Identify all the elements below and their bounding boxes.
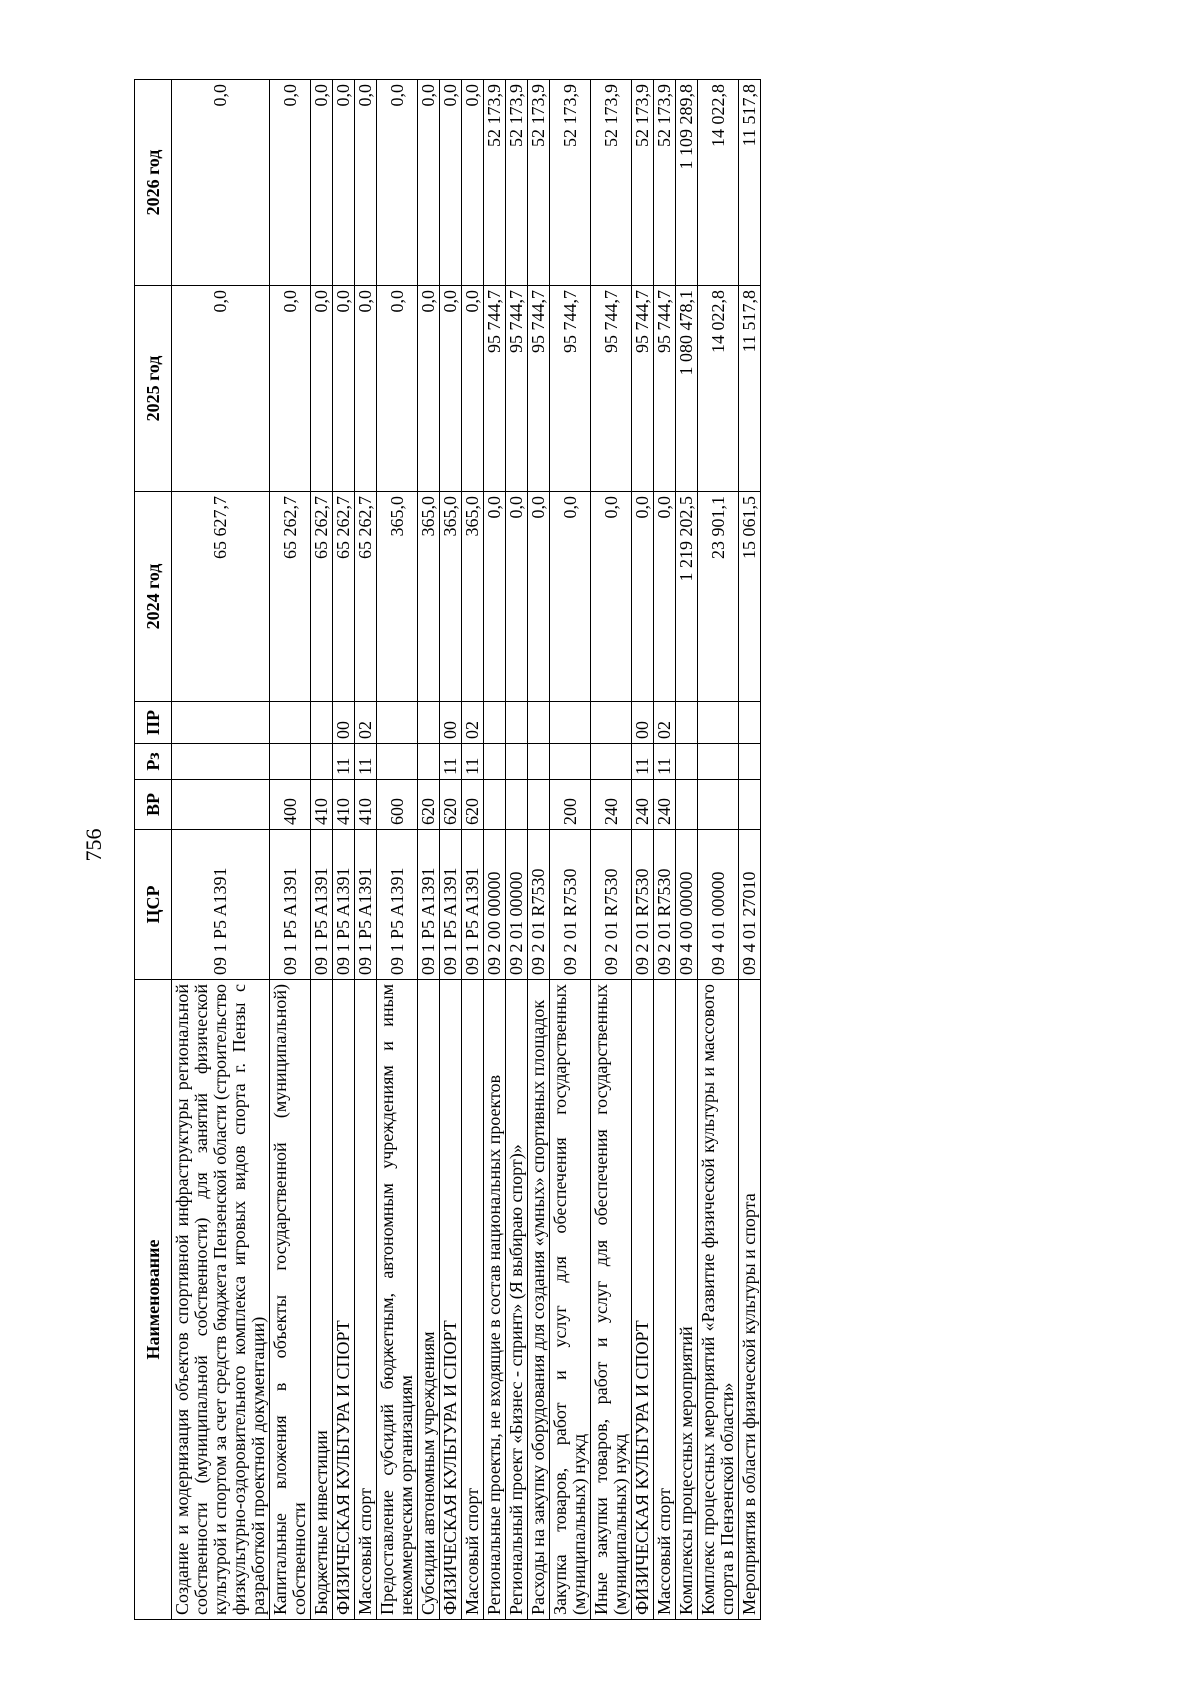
csr-cell: 09 2 01 R7530 xyxy=(528,830,550,980)
csr-cell: 09 1 P5 A1391 xyxy=(311,830,333,980)
vr-cell xyxy=(484,780,506,830)
table-row xyxy=(591,80,632,1620)
year-2026-cell: 1 109 289,8 xyxy=(676,80,698,286)
year-2024-cell: 23 901,1 xyxy=(698,492,739,702)
csr-cell: 09 1 P5 A1391 xyxy=(462,830,484,980)
table-row xyxy=(506,80,528,1620)
name-cell: Региональный проект «Бизнес - спринт» (Я выбираю спорт)» xyxy=(506,980,528,1620)
header-pr: ПР xyxy=(135,702,172,744)
vr-cell xyxy=(172,780,270,830)
year-2026-cell: 52 173,9 xyxy=(654,80,676,286)
table-row xyxy=(355,80,377,1620)
pr-cell xyxy=(418,702,440,744)
year-2024-cell: 0,0 xyxy=(591,492,632,702)
rz-cell xyxy=(676,744,698,780)
year-2025-cell: 0,0 xyxy=(377,286,418,492)
year-2024-cell: 0,0 xyxy=(506,492,528,702)
budget-table xyxy=(134,79,761,1620)
name-cell: Комплексы процессных мероприятий xyxy=(676,980,698,1620)
year-2026-cell: 0,0 xyxy=(440,80,462,286)
name-cell: Субсидии автономным учреждениям xyxy=(418,980,440,1620)
year-2024-cell: 1 219 202,5 xyxy=(676,492,698,702)
year-2026-cell: 52 173,9 xyxy=(632,80,654,286)
name-cell: Расходы на закупку оборудования для создания «умных» спортивных площадок xyxy=(528,980,550,1620)
year-2024-cell: 365,0 xyxy=(377,492,418,702)
year-2024-cell: 65 262,7 xyxy=(311,492,333,702)
rz-cell xyxy=(377,744,418,780)
csr-cell: 09 4 01 27010 xyxy=(739,830,761,980)
year-2024-cell: 65 262,7 xyxy=(333,492,355,702)
pr-cell: 00 xyxy=(333,702,355,744)
csr-cell: 09 1 P5 A1391 xyxy=(418,830,440,980)
name-cell: ФИЗИЧЕСКАЯ КУЛЬТУРА И СПОРТ xyxy=(632,980,654,1620)
year-2025-cell: 0,0 xyxy=(440,286,462,492)
year-2025-cell: 0,0 xyxy=(172,286,270,492)
vr-cell: 400 xyxy=(270,780,311,830)
year-2025-cell: 0,0 xyxy=(418,286,440,492)
pr-cell xyxy=(311,702,333,744)
year-2025-cell: 0,0 xyxy=(462,286,484,492)
csr-cell: 09 1 P5 A1391 xyxy=(377,830,418,980)
year-2025-cell: 0,0 xyxy=(270,286,311,492)
pr-cell xyxy=(528,702,550,744)
year-2024-cell: 365,0 xyxy=(462,492,484,702)
year-2026-cell: 52 173,9 xyxy=(506,80,528,286)
year-2026-cell: 0,0 xyxy=(462,80,484,286)
vr-cell xyxy=(698,780,739,830)
year-2026-cell: 0,0 xyxy=(270,80,311,286)
table-row xyxy=(676,80,698,1620)
pr-cell xyxy=(698,702,739,744)
name-cell: Иные закупки товаров, работ и услуг для обеспечения государственных (муниципальных) нужд xyxy=(591,980,632,1620)
vr-cell xyxy=(528,780,550,830)
rz-cell xyxy=(270,744,311,780)
vr-cell xyxy=(506,780,528,830)
pr-cell xyxy=(550,702,591,744)
page-number: 756 xyxy=(81,828,106,862)
rz-cell xyxy=(739,744,761,780)
name-cell: ФИЗИЧЕСКАЯ КУЛЬТУРА И СПОРТ xyxy=(440,980,462,1620)
year-2024-cell: 65 262,7 xyxy=(355,492,377,702)
year-2024-cell: 365,0 xyxy=(440,492,462,702)
name-cell: ФИЗИЧЕСКАЯ КУЛЬТУРА И СПОРТ xyxy=(333,980,355,1620)
header-rz: Рз xyxy=(135,744,172,780)
csr-cell: 09 1 P5 A1391 xyxy=(355,830,377,980)
year-2026-cell: 52 173,9 xyxy=(528,80,550,286)
year-2026-cell: 52 173,9 xyxy=(550,80,591,286)
name-cell: Предоставление субсидий бюджетным, автономным учреждениям и иным некоммерческим организациям xyxy=(377,980,418,1620)
table-row xyxy=(270,80,311,1620)
table-row xyxy=(418,80,440,1620)
name-cell: Массовый спорт xyxy=(462,980,484,1620)
name-cell: Массовый спорт xyxy=(355,980,377,1620)
year-2024-cell: 65 627,7 xyxy=(172,492,270,702)
rz-cell xyxy=(528,744,550,780)
vr-cell: 620 xyxy=(440,780,462,830)
vr-cell: 240 xyxy=(632,780,654,830)
year-2025-cell: 0,0 xyxy=(355,286,377,492)
table-row xyxy=(172,80,270,1620)
table-row xyxy=(698,80,739,1620)
header-csr: ЦСР xyxy=(135,830,172,980)
vr-cell: 410 xyxy=(355,780,377,830)
csr-cell: 09 2 01 R7530 xyxy=(550,830,591,980)
csr-cell: 09 1 P5 A1391 xyxy=(270,830,311,980)
year-2025-cell: 95 744,7 xyxy=(484,286,506,492)
csr-cell: 09 2 01 R7530 xyxy=(632,830,654,980)
rotated-table-container xyxy=(134,80,996,1620)
year-2025-cell: 95 744,7 xyxy=(506,286,528,492)
table-row xyxy=(528,80,550,1620)
csr-cell: 09 1 P5 A1391 xyxy=(333,830,355,980)
rz-cell xyxy=(484,744,506,780)
pr-cell xyxy=(591,702,632,744)
rz-cell: 11 xyxy=(440,744,462,780)
year-2025-cell: 95 744,7 xyxy=(632,286,654,492)
year-2025-cell: 1 080 478,1 xyxy=(676,286,698,492)
vr-cell: 620 xyxy=(418,780,440,830)
rz-cell xyxy=(418,744,440,780)
table-row xyxy=(311,80,333,1620)
table-row xyxy=(462,80,484,1620)
rz-cell xyxy=(506,744,528,780)
csr-cell: 09 1 P5 A1391 xyxy=(172,830,270,980)
year-2024-cell: 0,0 xyxy=(654,492,676,702)
rz-cell: 11 xyxy=(654,744,676,780)
table-row xyxy=(632,80,654,1620)
year-2024-cell: 15 061,5 xyxy=(739,492,761,702)
csr-cell: 09 2 01 R7530 xyxy=(591,830,632,980)
pr-cell xyxy=(506,702,528,744)
rz-cell: 11 xyxy=(462,744,484,780)
name-cell: Капитальные вложения в объекты государственной (муниципальной) собственности xyxy=(270,980,311,1620)
pr-cell xyxy=(172,702,270,744)
pr-cell: 00 xyxy=(632,702,654,744)
year-2025-cell: 95 744,7 xyxy=(528,286,550,492)
year-2024-cell: 0,0 xyxy=(550,492,591,702)
year-2026-cell: 52 173,9 xyxy=(591,80,632,286)
vr-cell: 600 xyxy=(377,780,418,830)
year-2026-cell: 0,0 xyxy=(172,80,270,286)
name-cell: Создание и модернизация объектов спортивной инфраструктуры региональной собственности (муниципальной собственности) для занятий физической культурой и спортом за счет средств бюджета Пензенской области (строительство физкультурно-оздоровительного комплекса игровых видов спорта г. Пензы с разработкой проектной документации) xyxy=(172,980,270,1620)
year-2025-cell: 95 744,7 xyxy=(591,286,632,492)
rz-cell: 11 xyxy=(333,744,355,780)
year-2026-cell: 0,0 xyxy=(355,80,377,286)
table-row xyxy=(484,80,506,1620)
pr-cell xyxy=(676,702,698,744)
csr-cell: 09 2 01 00000 xyxy=(506,830,528,980)
year-2025-cell: 14 022,8 xyxy=(698,286,739,492)
csr-cell: 09 4 00 00000 xyxy=(676,830,698,980)
year-2025-cell: 95 744,7 xyxy=(550,286,591,492)
year-2024-cell: 65 262,7 xyxy=(270,492,311,702)
rz-cell: 11 xyxy=(355,744,377,780)
vr-cell: 410 xyxy=(333,780,355,830)
table-row xyxy=(377,80,418,1620)
pr-cell xyxy=(739,702,761,744)
header-2024: 2024 год xyxy=(135,492,172,702)
year-2026-cell: 0,0 xyxy=(311,80,333,286)
year-2025-cell: 95 744,7 xyxy=(654,286,676,492)
name-cell: Бюджетные инвестиции xyxy=(311,980,333,1620)
csr-cell: 09 2 00 00000 xyxy=(484,830,506,980)
header-vr: ВР xyxy=(135,780,172,830)
rz-cell: 11 xyxy=(632,744,654,780)
table-row xyxy=(550,80,591,1620)
pr-cell: 02 xyxy=(654,702,676,744)
vr-cell xyxy=(739,780,761,830)
year-2026-cell: 52 173,9 xyxy=(484,80,506,286)
year-2025-cell: 0,0 xyxy=(333,286,355,492)
name-cell: Комплекс процессных мероприятий «Развитие физической культуры и массового спорта в Пензенской области» xyxy=(698,980,739,1620)
rz-cell xyxy=(550,744,591,780)
vr-cell: 240 xyxy=(591,780,632,830)
name-cell: Закупка товаров, работ и услуг для обеспечения государственных (муниципальных) нужд xyxy=(550,980,591,1620)
header-2025: 2025 год xyxy=(135,286,172,492)
pr-cell: 02 xyxy=(355,702,377,744)
csr-cell: 09 2 01 R7530 xyxy=(654,830,676,980)
vr-cell: 620 xyxy=(462,780,484,830)
vr-cell xyxy=(676,780,698,830)
year-2026-cell: 0,0 xyxy=(333,80,355,286)
table-row xyxy=(440,80,462,1620)
year-2024-cell: 365,0 xyxy=(418,492,440,702)
year-2026-cell: 14 022,8 xyxy=(698,80,739,286)
rz-cell xyxy=(172,744,270,780)
vr-cell: 240 xyxy=(654,780,676,830)
table-header-row xyxy=(135,80,172,1620)
year-2025-cell: 0,0 xyxy=(311,286,333,492)
vr-cell: 410 xyxy=(311,780,333,830)
table-row xyxy=(739,80,761,1620)
table-row xyxy=(333,80,355,1620)
year-2024-cell: 0,0 xyxy=(484,492,506,702)
name-cell: Массовый спорт xyxy=(654,980,676,1620)
pr-cell: 02 xyxy=(462,702,484,744)
rz-cell xyxy=(311,744,333,780)
year-2024-cell: 0,0 xyxy=(528,492,550,702)
year-2024-cell: 0,0 xyxy=(632,492,654,702)
name-cell: Региональные проекты, не входящие в состав национальных проектов xyxy=(484,980,506,1620)
pr-cell xyxy=(484,702,506,744)
year-2026-cell: 11 517,8 xyxy=(739,80,761,286)
table-row xyxy=(654,80,676,1620)
header-name: Наименование xyxy=(135,980,172,1620)
rz-cell xyxy=(591,744,632,780)
name-cell: Мероприятия в области физической культуры и спорта xyxy=(739,980,761,1620)
pr-cell xyxy=(270,702,311,744)
pr-cell xyxy=(377,702,418,744)
header-2026: 2026 год xyxy=(135,80,172,286)
year-2025-cell: 11 517,8 xyxy=(739,286,761,492)
pr-cell: 00 xyxy=(440,702,462,744)
year-2026-cell: 0,0 xyxy=(377,80,418,286)
csr-cell: 09 4 01 00000 xyxy=(698,830,739,980)
csr-cell: 09 1 P5 A1391 xyxy=(440,830,462,980)
vr-cell: 200 xyxy=(550,780,591,830)
year-2026-cell: 0,0 xyxy=(418,80,440,286)
rz-cell xyxy=(698,744,739,780)
